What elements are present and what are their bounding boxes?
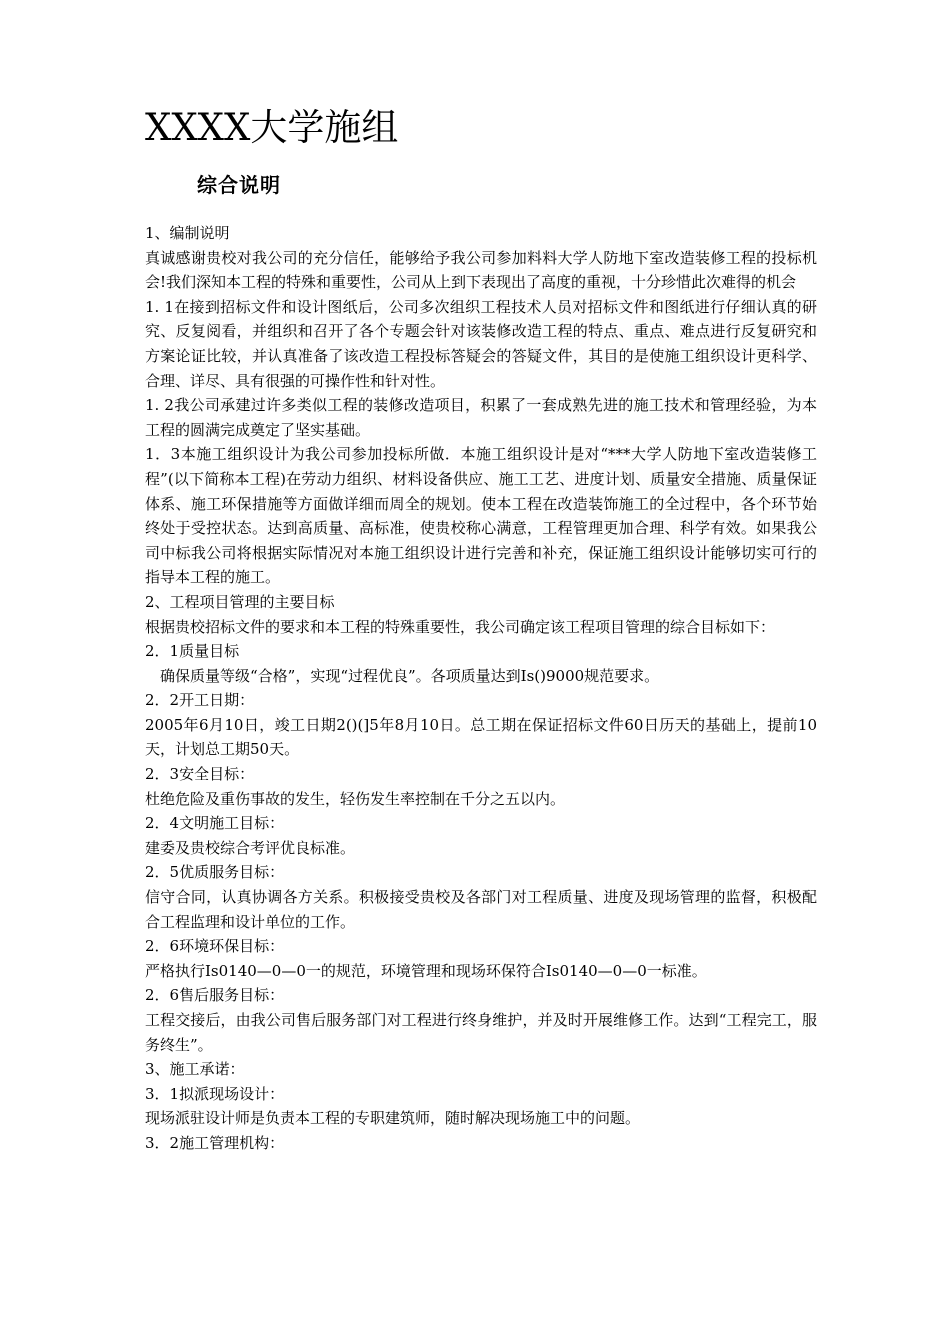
paragraph-1-1: 1. 1在接到招标文件和设计图纸后，公司多次组织工程技术人员对招标文件和图纸进行仔细认真的研究、反复阅看，并组织和召开了各个专题会针对该装修改造工程的特点、重点、难点进行反复研究和方案论证比较，并认真准备了该改造工程投标答疑会的答疑文件，其目的是使施工组织设计更科学、合理、详尽、具有很强的可操作性和针对性。: [145, 297, 817, 390]
heading-3-1-site-design: 3．1拟派现场设计：: [145, 1084, 285, 1103]
heading-3-2-management: 3．2施工管理机构：: [145, 1133, 285, 1152]
paragraph-civilized-goal: 建委及贵校综合考评优良标准。: [145, 838, 356, 857]
heading-2-2-start-date: 2．2开工日期：: [145, 691, 255, 710]
paragraph-after-sales-goal: 工程交接后，由我公司售后服务部门对工程进行终身维护，并及时开展维修工作。达到“工程完工，服务终生”。: [145, 1011, 817, 1054]
heading-2-4-civilized: 2．4文明施工目标：: [145, 814, 285, 833]
paragraph-schedule: 2005年6月10日，竣工日期2()(]5年8月10日。总工期在保证招标文件60日历天的基础上，提前10天，计划总工期50天。: [145, 715, 817, 759]
paragraph-1-2: 1. 2我公司承建过许多类似工程的装修改造项目，积累了一套成熟先进的施工技术和管理经验，为本工程的圆满完成奠定了坚实基础。: [145, 396, 817, 439]
heading-2-6-after-sales: 2．6售后服务目标：: [145, 986, 285, 1005]
document-title: XXXX大学施组: [145, 106, 399, 149]
heading-construction-commitment: 3、施工承诺：: [145, 1060, 245, 1079]
heading-2-1-quality: 2．1质量目标: [145, 642, 240, 661]
paragraph-service-goal: 信守合同，认真协调各方关系。积极接受贵校及各部门对工程质量、进度及现场管理的监督，积极配合工程监理和设计单位的工作。: [145, 888, 817, 931]
paragraph-site-designer: 现场派驻设计师是负责本工程的专职建筑师，随时解决现场施工中的问题。: [145, 1109, 641, 1128]
paragraph-environment-goal: 严格执行Is0140—0—0一的规范，环境管理和现场环保符合Is0140—0—0一标准。: [145, 961, 707, 980]
paragraph-1-3: 1．3本施工组织设计为我公司参加投标所做．本施工组织设计是对“***大学人防地下室改造装修工程”(以下简称本工程)在劳动力组织、材料设备供应、施工工艺、进度计划、质量安全措施、质量保证体系、施工环保措施等方面做详细而周全的规划。使本工程在改造装饰施工的全过程中，各个环节始终处于受控状态。达到高质量、高标准，使贵校称心满意，工程管理更加合理、科学有效。如果我公司中标我公司将根据实际情况对本施工组织设计进行完善和补充，保证施工组织设计能够切实可行的指导本工程的施工。: [145, 445, 817, 587]
heading-2-3-safety: 2．3安全目标：: [145, 765, 255, 784]
paragraph-safety-goal: 杜绝危险及重伤事故的发生，轻伤发生率控制在千分之五以内。: [145, 789, 566, 808]
heading-2-6-environment: 2．6环境环保目标：: [145, 937, 285, 956]
document-body: [145, 221, 817, 1156]
paragraph-goals-intro: 根据贵校招标文件的要求和本工程的特殊重要性，我公司确定该工程项目管理的综合目标如下：: [145, 617, 776, 636]
paragraph-quality-goal: 确保质量等级“合格”，实现“过程优良”。各项质量达到Is()9000规范要求。: [160, 666, 660, 685]
paragraph-thanks: 真诚感谢贵校对我公司的充分信任，能够给予我公司参加料料大学人防地下室改造装修工程的投标机会!我们深知本工程的特殊和重要性，公司从上到下表现出了高度的重视，十分珍惜此次难得的机会: [145, 248, 817, 292]
heading-main-goals: 2、工程项目管理的主要目标: [145, 592, 335, 611]
heading-compilation-notes: 1、编制说明: [145, 224, 230, 242]
heading-2-5-service: 2．5优质服务目标：: [145, 863, 285, 882]
section-heading: 综合说明: [197, 173, 281, 197]
